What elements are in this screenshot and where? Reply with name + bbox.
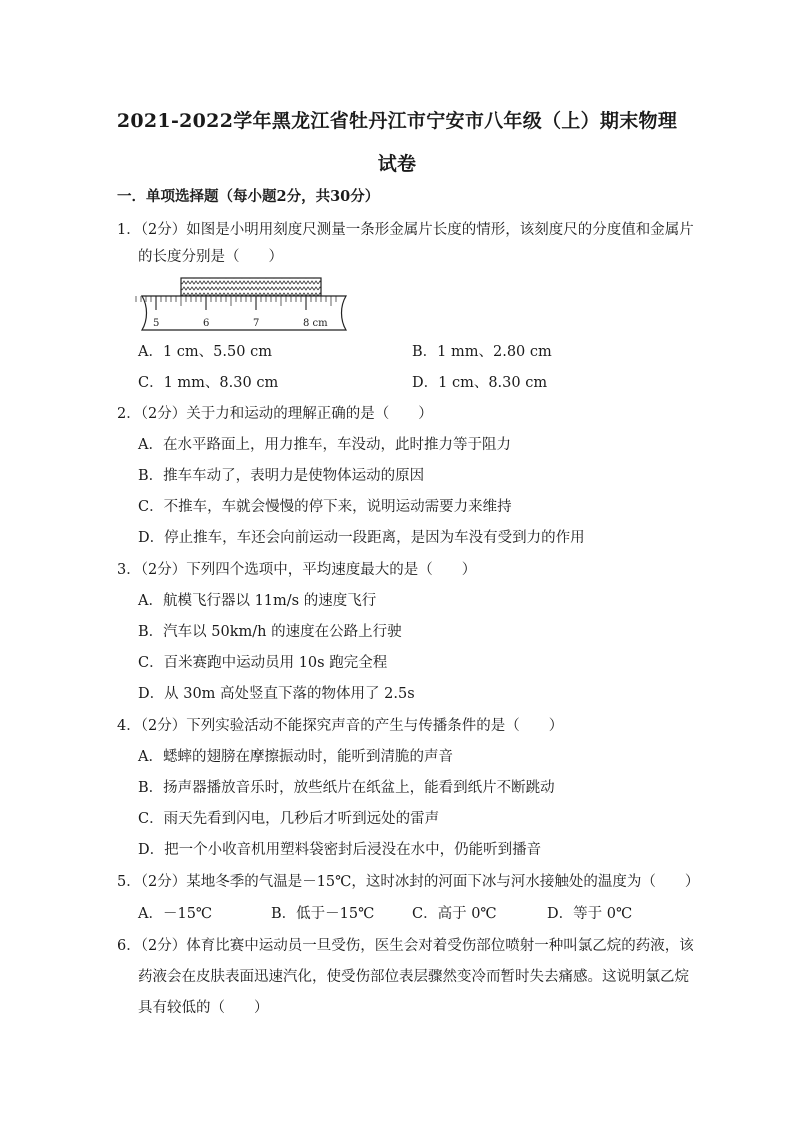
question-1-option-c: C．1 mm、8.30 cm <box>138 375 279 391</box>
question-6-stem-cont-2: 具有较低的（ ） <box>138 1000 269 1016</box>
question-4-option-b: B．扬声器播放音乐时，放些纸片在纸盆上，能看到纸片不断跳动 <box>138 780 555 796</box>
ruler-tick-label: 8 cm <box>303 318 328 329</box>
question-3-stem: 3．（2分）下列四个选项中，平均速度最大的是（ ） <box>117 562 477 578</box>
question-4-option-c: C．雨天先看到闪电，几秒后才听到远处的雷声 <box>138 811 440 827</box>
question-4-option-d: D．把一个小收音机用塑料袋密封后浸没在水中，仍能听到播音 <box>138 842 542 858</box>
question-2-stem: 2．（2分）关于力和运动的理解正确的是（ ） <box>117 406 433 422</box>
question-3-option-b: B．汽车以 50km/h 的速度在公路上行驶 <box>138 624 402 640</box>
question-6-stem-cont: 药液会在皮肤表面迅速汽化，使受伤部位表层骤然变冷而暂时失去痛感。这说明氯乙烷 <box>138 969 689 985</box>
question-3-option-d: D．从 30m 高处竖直下落的物体用了 2.5s <box>138 686 415 702</box>
question-2-option-a: A．在水平路面上，用力推车，车没动，此时推力等于阻力 <box>138 437 511 453</box>
question-6-stem: 6．（2分）体育比赛中运动员一旦受伤，医生会对着受伤部位喷射一种叫氯乙烷的药液，该 <box>117 938 694 954</box>
ruler-figure <box>134 274 354 338</box>
question-2-option-d: D．停止推车，车还会向前运动一段距离，是因为车没有受到力的作用 <box>138 530 585 546</box>
question-5-stem: 5．（2分）某地冬季的气温是－15℃，这时冰封的河面下冰与河水接触处的温度为（ ） <box>117 874 700 890</box>
question-1-stem: 1．（2分）如图是小明用刻度尺测量一条形金属片长度的情形，该刻度尺的分度值和金属片 <box>117 222 694 238</box>
question-4-stem: 4．（2分）下列实验活动不能探究声音的产生与传播条件的是（ ） <box>117 718 564 734</box>
question-1-option-a: A．1 cm、5.50 cm <box>138 344 272 360</box>
question-5-option-c: C．高于 0℃ <box>412 906 497 922</box>
question-4-option-a: A．蟋蟀的翅膀在摩擦振动时，能听到清脆的声音 <box>138 749 453 765</box>
question-3-option-c: C．百米赛跑中运动员用 10s 跑完全程 <box>138 655 388 671</box>
question-5-option-b: B．低于－15℃ <box>271 906 375 922</box>
question-2-option-c: C．不推车，车就会慢慢的停下来，说明运动需要力来维持 <box>138 499 512 515</box>
page-title-continued: 试卷 <box>377 153 417 175</box>
ruler-tick-label: 5 <box>153 318 160 329</box>
question-1-stem-cont: 的长度分别是（ ） <box>138 249 283 265</box>
question-2-option-b: B．推车车动了，表明力是使物体运动的原因 <box>138 468 425 484</box>
question-5-option-a: A．－15℃ <box>138 906 213 922</box>
question-3-option-a: A．航模飞行器以 11m/s 的速度飞行 <box>138 593 377 609</box>
question-1-option-b: B．1 mm、2.80 cm <box>412 344 552 360</box>
metal-strip <box>181 278 321 296</box>
ruler-tick-label: 7 <box>253 318 260 329</box>
ruler-tick-label: 6 <box>203 318 210 329</box>
page-title: 2021-2022学年黑龙江省牡丹江市宁安市八年级（上）期末物理 <box>116 110 678 132</box>
question-1-option-d: D．1 cm、8.30 cm <box>412 375 548 391</box>
question-5-option-d: D．等于 0℃ <box>547 906 633 922</box>
section-heading: 一．单项选择题（每小题2分，共30分） <box>117 188 380 205</box>
